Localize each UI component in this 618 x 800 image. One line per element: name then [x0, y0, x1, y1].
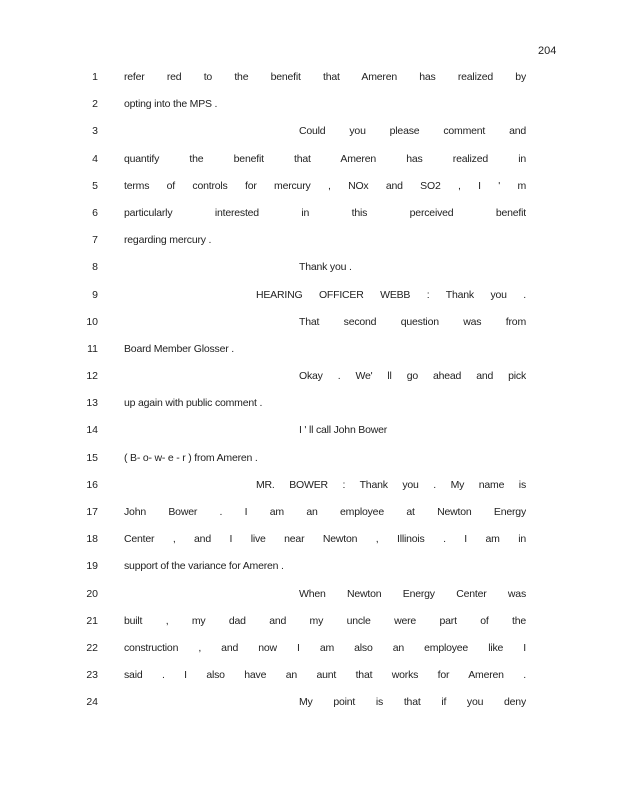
- line-number: 13: [86, 397, 98, 410]
- line-text: MR. BOWER : Thank you . My name is: [256, 478, 526, 491]
- transcript-line: [0, 451, 618, 478]
- line-number: 12: [86, 370, 98, 383]
- transcript-line: [0, 478, 618, 505]
- transcript-line: [0, 559, 618, 586]
- transcript-line: [0, 206, 618, 233]
- line-number: 3: [92, 125, 98, 138]
- line-text: Thank you .: [299, 261, 352, 274]
- line-text: construction , and now I am also an employee like I: [124, 641, 526, 654]
- line-text: Center , and I live near Newton , Illinois . I am in: [124, 533, 526, 546]
- line-number: 11: [87, 342, 98, 355]
- transcript-line: [0, 423, 618, 450]
- transcript-line: [0, 97, 618, 124]
- transcript-line: [0, 396, 618, 423]
- line-text: built , my dad and my uncle were part of the: [124, 614, 526, 627]
- line-text: quantify the benefit that Ameren has realized in: [124, 152, 526, 165]
- line-text: Could you please comment and: [299, 125, 526, 138]
- line-text: My point is that if you deny: [299, 696, 526, 709]
- line-text: regarding mercury .: [124, 234, 212, 247]
- line-number: 7: [92, 234, 98, 247]
- line-number: 9: [92, 288, 98, 301]
- line-text: refer red to the benefit that Ameren has realized by: [124, 71, 526, 83]
- line-number: 24: [86, 696, 98, 709]
- line-number: 19: [86, 560, 98, 573]
- transcript-line: [0, 695, 618, 722]
- transcript-line: [0, 342, 618, 369]
- transcript-line: [0, 641, 618, 668]
- line-text: That second question was from: [299, 315, 526, 328]
- line-number: 10: [86, 315, 98, 328]
- transcript-line: [0, 315, 618, 342]
- line-text: Okay . We' ll go ahead and pick: [299, 370, 526, 383]
- line-text: I ' ll call John Bower: [299, 424, 388, 437]
- transcript-line: [0, 288, 618, 315]
- line-number: 14: [86, 424, 98, 437]
- transcript-line: [0, 124, 618, 151]
- transcript-line: [0, 260, 618, 287]
- line-number: 6: [92, 206, 98, 219]
- transcript-line: [0, 505, 618, 532]
- transcript-line: [0, 369, 618, 396]
- line-number: 1: [92, 71, 98, 83]
- line-number: 15: [86, 451, 98, 464]
- line-number: 21: [86, 614, 98, 627]
- line-number: 17: [86, 506, 98, 518]
- line-number: 22: [86, 641, 98, 654]
- transcript-line: [0, 532, 618, 559]
- line-number: 23: [86, 669, 98, 682]
- transcript-line: [0, 233, 618, 260]
- line-text: Board Member Glosser .: [124, 342, 234, 355]
- line-number: 2: [92, 98, 98, 111]
- line-text: When Newton Energy Center was: [299, 587, 526, 600]
- line-number: 4: [92, 152, 98, 165]
- line-text: terms of controls for mercury , NOx and SO2 , I ' m: [124, 179, 526, 192]
- line-text: ( B- o- w- e - r ) from Ameren .: [124, 451, 258, 464]
- line-text: HEARING OFFICER WEBB : Thank you .: [256, 288, 526, 301]
- transcript-body: [0, 70, 618, 723]
- transcript-line: [0, 179, 618, 206]
- line-number: 8: [92, 261, 98, 274]
- transcript-line: [0, 614, 618, 641]
- line-number: 20: [86, 587, 98, 600]
- line-number: 5: [92, 179, 98, 192]
- transcript-line: [0, 152, 618, 179]
- transcript-line: [0, 70, 618, 97]
- line-text: said . I also have an aunt that works for Ameren .: [124, 669, 526, 682]
- line-number: 16: [86, 478, 98, 491]
- line-text: support of the variance for Ameren .: [124, 560, 284, 573]
- line-text: John Bower . I am an employee at Newton Energy: [124, 506, 526, 518]
- line-number: 18: [86, 533, 98, 546]
- line-text: opting into the MPS .: [124, 98, 218, 111]
- transcript-line: [0, 668, 618, 695]
- page-number: 204: [538, 45, 557, 57]
- line-text: up again with public comment .: [124, 397, 263, 410]
- transcript-line: [0, 587, 618, 614]
- line-text: particularly interested in this perceived benefit: [124, 206, 526, 219]
